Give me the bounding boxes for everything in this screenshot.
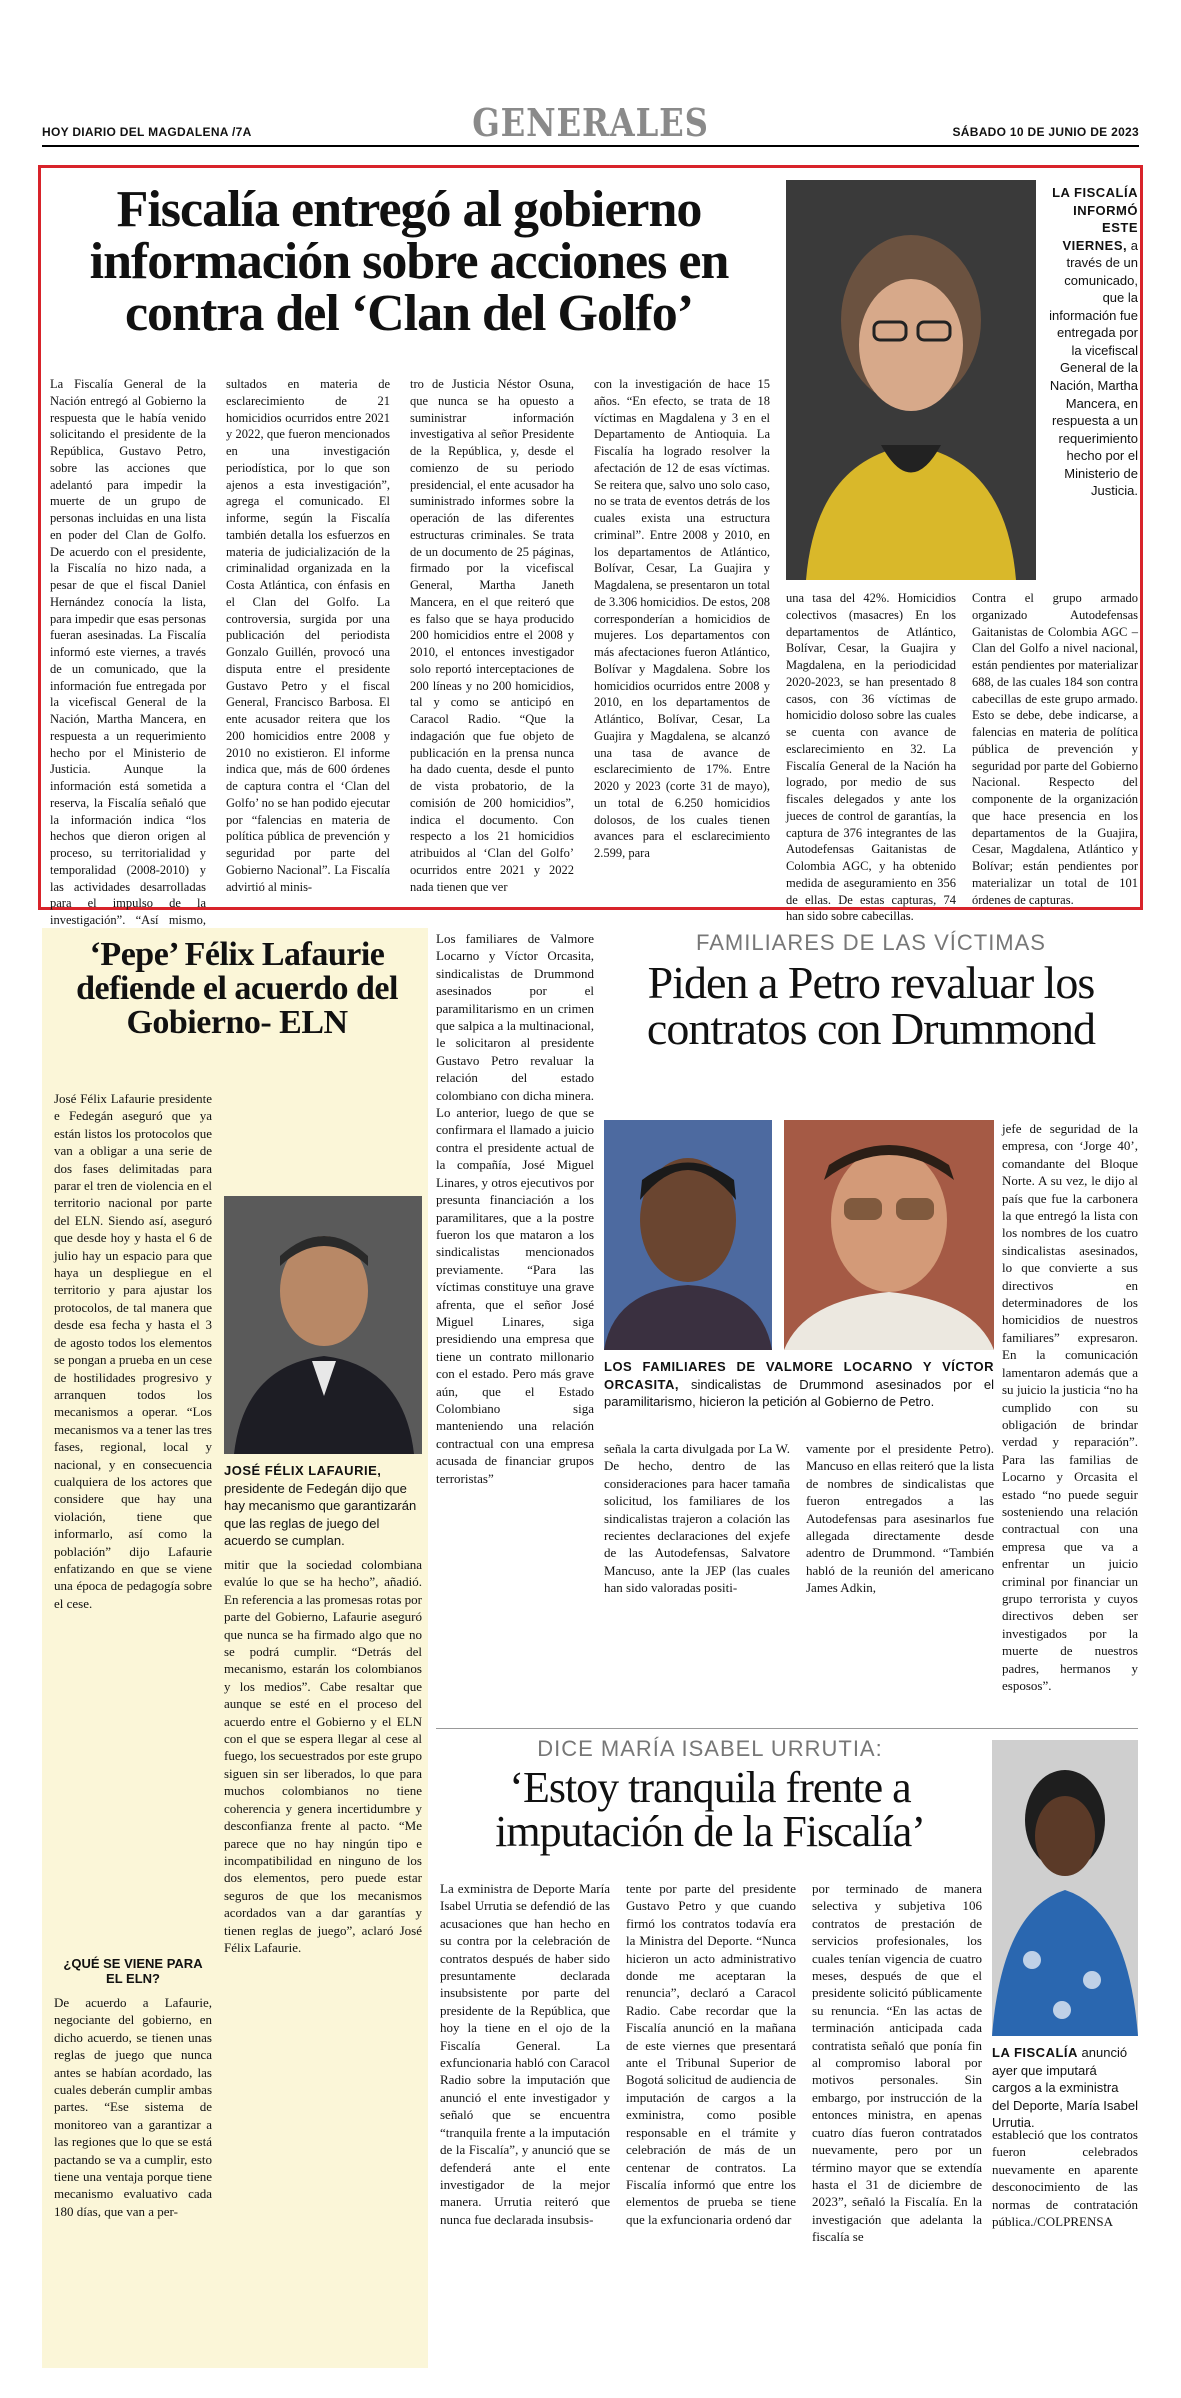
section-divider [436, 1728, 1138, 1729]
story1-column-3: tro de Justicia Néstor Osuna, que nunca se ha opuesto a suministrar información investigativa al señor Presidente de la República, y, desde el comienzo de su periodo presidencial, el ente acusador ha suministrado informes sobre la operación de las diferentes estructuras criminales. Se trata de un documento de 25 páginas, firmado por la vicefiscal General, Martha Janeth Mancera, en el que reiteró que es falso que se haya producido 200 homicidios entre el 2008 y 2010, el entonces investigador solo reportó interceptaciones de 200 líneas y no 200 homicidios, tal y como se anticipó en Caracol Radio. “Que la indagación que fue objeto de publicación en la prensa nunca ha dado cuenta, desde el punto de vista probatorio, de la comisión de 200 homicidios”, indica el documento. Con respecto a los 21 homicidios atribuidos al ‘Clan del Golfo’ ocurridos entre 2021 y 2022 nada tienen que ver [410, 377, 574, 894]
story1-caption-text: a través de un comunicado, que la información fue entregada por la vicefiscal General de la Nación, Martha Mancera, en respuesta a un requerimiento hecho por el Ministerio de Justicia. [1049, 237, 1138, 499]
story1-column-6: Contra el grupo armado organizado Autodefensas Gaitanistas de Colombia AGC – Clan del Golfo a nivel nacional, están pendientes por materializar 688, de las cuales 184 son contra cabecillas de este grupo armado. Esto se debe, debe indicarse, a falencias en materia de política pública de prevención y seguridad por parte del Gobierno Nacional. Respecto del componente de la organización que hace presencia en los departamentos de la Guajira, Cesar, Magdalena, Atlántico y Bolívar; están pendientes por materializar un total de 101 órdenes de capturas. [972, 591, 1138, 907]
story4-kicker: DICE MARÍA ISABEL URRUTIA: [537, 1736, 883, 1761]
story3-caption-text: sindicalistas de Drummond asesinados por el paramilitarismo, hicieron la petición al Gobierno de Petro. [604, 1376, 994, 1410]
story1-caption-lead: LA FISCALÍA INFORMÓ ESTE VIERNES, [1052, 185, 1138, 253]
story4-headline: ‘Estoy tranquila frente a imputación de la Fiscalía’ [495, 1763, 925, 1856]
portrait-woman-illustration [786, 180, 1036, 580]
locarno-photo [604, 1120, 772, 1350]
vicefiscal-photo [786, 180, 1036, 580]
story3-column-c: jefe de seguridad de la empresa, con ‘Jorge 40’, comandante del Bloque Norte. A su vez, le dijo al país que fue la carbonera la que entregó la lista con los nombres de los cuatro sindicalistas asesinados, lo que convierte a sus directivos en determinadores de los homicidios de nuestros familiares” expresaron. En la comunicación lamentaron además que a su juicio la justicia “no ha cumplido con su obligación de brindar verdad y reparación”. Para las familias de Locarno y Orcasita el estado “no puede seguir sosteniendo una relación contractual con una empresa que va a enfrentar un juicio criminal por financiar un grupo terrorista y cuyos directivos deben ser investigados por la muerte de nuestros padres, hermanos y esposos”. [1002, 1121, 1138, 1693]
story1-column-4: con la investigación de hace 15 años. “En efecto, se trata de 18 víctimas en Magdalena y 3 en el Departamento de Antioquia. La Fiscalía ha logrado resolver la afectación de 12 de esas víctimas. Se reitera que, salvo uno solo caso, no se trata de eventos detrás de los cuales exista una estructura criminal”. Entre 2008 y 2010, en los departamentos de Atlántico, Bolívar, Cesar, La Guajira y Magdalena, se presentaron un total de 3.306 homicidios. De estos, 208 corresponderían a homicidios de mujeres. Los departamentos con más afectaciones fueron Atlántico, Bolívar y Magdalena. Sobre los homicidios ocurridos entre 2008 y 2010, en los departamentos de Atlántico, Bolívar, Cesar, La Guajira y Magdalena, se alcanzó una tasa de avance de esclarecimiento de 17%. Entre 2020 y 2023 (corte 31 de mayo), un total de 6.250 homicidios dolosos, de los cuales tienen avances para el esclarecimiento 2.599, para [594, 377, 770, 860]
story2-column-2: mitir que la sociedad colombiana evalúe lo que se ha hecho”, añadió. En referencia a las promesas rotas por parte del Gobierno, Lafaurie aseguró que nunca se ha firmado algo que no se podrá cumplir. “Detrás del mecanismo, estarán los colombianos y los medios”. Cabe resaltar que aunque se esté en el proceso del acuerdo entre el Gobierno y el ELN con el que se espera llegar al cese al fuego, los secuestrados por este grupo siguen sin ser liberados, lo que para muchos colombianos no tiene coherencia y genera incertidumbre y desconfianza frente al pacto. “Me parece que no hay ningún tipo e incompatibilidad en ninguno de los dos elementos, pero puede estar seguros de que los mecanismos acordados van a dar garantías y tienen reglas de juego”, aclaró José Félix Lafaurie. [224, 1557, 422, 1955]
story4-column-3: por terminado de manera selectiva y subjetiva 106 contratos de prestación de servicios profesionales, los cuales tenían vigencia de cuatro meses, después de que el presidente solicitó públicamente su renuncia. “En las actas de terminación anticipada cada contratista señaló que ponía fin al compromiso laboral por motivos personales. Sin embargo, por instrucción de la entonces ministra, en apenas cuatro días fueron contratados nuevamente, pero por un término mayor que se extendía hasta el 31 de diciembre de 2023”, señaló la Fiscalía. En la investigación que adelanta la fiscalía se [812, 1881, 982, 2245]
portrait-man-illustration [224, 1196, 422, 1454]
story3-column-b: vamente por el presidente Petro). Mancuso en ellas reiteró que la lista de nombres de sindicalistas que fueron entregados a las Autodefensas para asesinarlos fue allegada directamente desde adentro de Drummond. “También habló de la reunión del americano James Adkin, [806, 1441, 994, 1596]
story3-caption-lead: LOS FAMILIARES DE VALMORE LOCARNO Y VÍCTOR ORCASITA, [604, 1359, 994, 1392]
story2-column-1b: De acuerdo a Lafaurie, negociante del gobierno, en dicho acuerdo, se tienen unas reglas de juego que nunca antes se habían acordado, las cuales deberán cumplir ambas partes. “Ese sistema de monitoreo van a garantizar a las regiones que lo que se está pactando se va a cumplir, esto tiene una ventaja porque tiene mecanismo evaluativo cada 180 días, que van a per- [54, 1995, 212, 2219]
story3-lead-column: Los familiares de Valmore Locarno y Víctor Orcasita, sindicalistas de Drummond asesinados por el paramilitarismo en un crimen que salpica a la multinacional, le solicitaron al presidente Gustavo Petro revaluar la relación del estado colombiano con dicha minera. Lo anterior, luego de que se confirmara el llamado a juicio contra el presidente actual de la compañía, José Miguel Linares, y otros ejecutivos por presunta financiación a los paramilitares, que a la postre fueron los que mataron a los sindicalistas mencionados previamente. “Para las víctimas constituye una grave afrenta, que el señor José Miguel Linares, siga presidiendo una empresa que tiene un contrato millonario con el estado. Pero más grave aún, que el Estado Colombiano siga manteniendo una relación contractual con una empresa acusada de financiar grupos terroristas” [436, 931, 594, 1486]
portrait-man-illustration [604, 1120, 772, 1350]
story2-caption-text: presidente de Fedegán dijo que hay mecanismo que garantizarán que las reglas de juego del acuerdo se cumplan. [224, 1480, 417, 1549]
story3-photo-caption [604, 1358, 994, 1411]
story3-headline: Piden a Petro revaluar los contratos con Drummond [646, 957, 1096, 1054]
lafaurie-photo [224, 1196, 422, 1454]
story2-photo-caption [224, 1462, 422, 1550]
story4-caption-text: anunció ayer que imputará cargos a la exministra del Deporte, María Isabel Urrutia. [992, 2045, 1138, 2131]
urrutia-photo [992, 1740, 1138, 2036]
story2-column-1: José Félix Lafaurie presidente e Fedegán aseguró que ya están listos los protocolos que van a obligar a una serie de dos fases delimitadas para parar el tren de violencia en el territorio nacional por parte del ELN. Siendo así, aseguró que desde hoy y hasta el 6 de julio hay un espacio para que haya un despliegue en el territorio y para ajustar los protocolos, de tal manera que desde esa fecha y hasta el 3 de agosto todos los elementos se pongan a prueba en un cese de hostilidades progresivo y arranquen todos los mecanismos a operar. “Los mecanismos va a tener las tres fases, regional, local y nacional, y en consecuencia cualquiera de los actores que considere que hay una violación, tiene que informarlo, así como la población” dijo Lafaurie enfatizando en que se viene una época de pedagogía sobre el cese. [54, 1091, 212, 1611]
story4-caption-lead: LA FISCALÍA [992, 2045, 1078, 2060]
story4-column-4: estableció que los contratos fueron celebrados nuevamente en aparente desconocimiento de las normas de contratación pública./COLPRENSA [992, 2127, 1138, 2230]
story1-photo-caption [1046, 184, 1138, 500]
issue-date: SÁBADO 10 DE JUNIO DE 2023 [952, 125, 1139, 139]
story1-column-1: La Fiscalía General de la Nación entregó al Gobierno la respuesta que le había venido solicitando el presidente de la República, Gustavo Petro, sobre las acciones que adelantó para impedir la muerte de un grupo de personas incluidas en una lista en poder del Clan de Golfo. De acuerdo con el presidente, la Fiscalía no hizo nada, a pesar de que el fiscal Daniel Hernández conocía la lista, para impedir que esas personas fueran asesinadas. La Fiscalía informó este viernes, a través de un comunicado, que la información fue entregada por la vicefiscal General de la Nación, Martha Mancera, en respuesta a un requerimiento hecho por el Ministerio de Justicia. Aunque la información está sometida a reserva, la Fiscalía señaló que la información indica “los hechos que dieron origen al proceso, su territorialidad y temporalidad (2008-2010) y las actividades desarrolladas para el impulso de la investigación”. “Así mismo, [50, 377, 206, 927]
story4-column-1: La exministra de Deporte María Isabel Urrutia se defendió de las acusaciones que han hecho en su contra por la celebración de contratos después de haber sido presuntamente declarada insubsistente por parte del presidente de la República, que hoy la tiene en el ojo de la Fiscalía General. La exfuncionaria habló con Caracol Radio sobre la imputación que anunció el ente investigador y señaló que se encuentra “tranquila frente a la imputación de la Fiscalía”, y anunció que se defenderá ante el ente investigador de la mejor manera. Urrutia reiteró que nunca fue declarada insubsis- [440, 1881, 610, 2227]
header-rule [42, 145, 1139, 147]
story4-photo-caption [992, 2044, 1138, 2132]
story1-column-2: sultados en materia de esclarecimiento de 21 homicidios ocurridos entre 2021 y 2022, que fueron mencionados en una investigación periodística, por lo que son ajenos a esta investigación”, agrega el comunicado. El informe, según la Fiscalía también detalla los esfuerzos en materia de judicialización de la criminalidad organizada en la Costa Atlántica, con énfasis en el Clan del Golfo. La controversia, surgida por una publicación del periodista Gonzalo Guillén, provocó una disputa entre el presidente Gustavo Petro y el fiscal General, Francisco Barbosa. El ente acusador reitera que los 200 homicidios entre 2008 y 2010 no existieron. El informe indica que, más de 600 órdenes de captura contra el ‘Clan del Golfo’ no se han podido ejecutar por “falencias en materia de política pública de prevención y seguridad por parte del Gobierno Nacional”. La Fiscalía advirtió al minis- [226, 377, 390, 894]
story2-headline: ‘Pepe’ Félix Lafaurie defiende el acuerdo del Gobierno- ELN [76, 936, 398, 1041]
newspaper-page-label: HOY DIARIO DEL MAGDALENA /7A [42, 125, 252, 139]
portrait-woman-illustration [992, 1740, 1138, 2036]
orcasita-photo [784, 1120, 994, 1350]
story3-kicker: FAMILIARES DE LAS VÍCTIMAS [696, 930, 1046, 955]
story1-headline: Fiscalía entregó al gobierno información sobre acciones en contra del ‘Clan del Golfo’ [89, 181, 729, 342]
section-title: GENERALES [472, 100, 709, 145]
portrait-man-illustration [784, 1120, 994, 1350]
story2-subhead: ¿QUÉ SE VIENE PARA EL ELN? [63, 1956, 203, 1986]
story3-column-a: señala la carta divulgada por La W. De hecho, dentro de las consideraciones para hacer tamaña solicitud, los familiares de los sindicalistas trajeron a colación las recientes declaraciones del exjefe de las Autodefensas, Salvatore Mancuso, ante la JEP (las cuales han sido valoradas positi- [604, 1441, 790, 1596]
story2-caption-lead: JOSÉ FÉLIX LAFAURIE, [224, 1463, 382, 1478]
story1-column-5: una tasa del 42%. Homicidios colectivos (masacres) En los departamentos de Atlántico, Bolívar, Cesar, la Guajira y Magdalena, en la periodicidad 2020-2023, se han presentado 8 casos, con 36 víctimas de homicidio doloso sobre las cuales se cuenta con avance de esclarecimiento en 32. La Fiscalía General de la Nación ha logrado, por medio de sus fiscales delegados y ante los jueces de control de garantías, la captura de 376 integrantes de las Autodefensas Gaitanistas de Colombia AGC, y ha obtenido medida de aseguramiento en 356 de ellas. De estas capturas, 74 han sido sobre cabecillas. [786, 591, 956, 924]
story4-column-2: tente por parte del presidente Gustavo Petro y que cuando firmó los contratos todavía era la Ministra del Deporte. “Nunca hicieron un acto administrativo donde me aceptaran la renuncia”, declaró a Caracol Radio. Cabe recordar que la Fiscalía anunció en la mañana de este viernes que presentará ante el Tribunal Superior de Bogotá solicitud de audiencia de imputación de cargos a la exministra, como posible responsable en el trámite y celebración de más de un centenar de contratos. La Fiscalía informó que entre los elementos de prueba se tiene que la exfuncionaria ordenó dar [626, 1881, 796, 2227]
